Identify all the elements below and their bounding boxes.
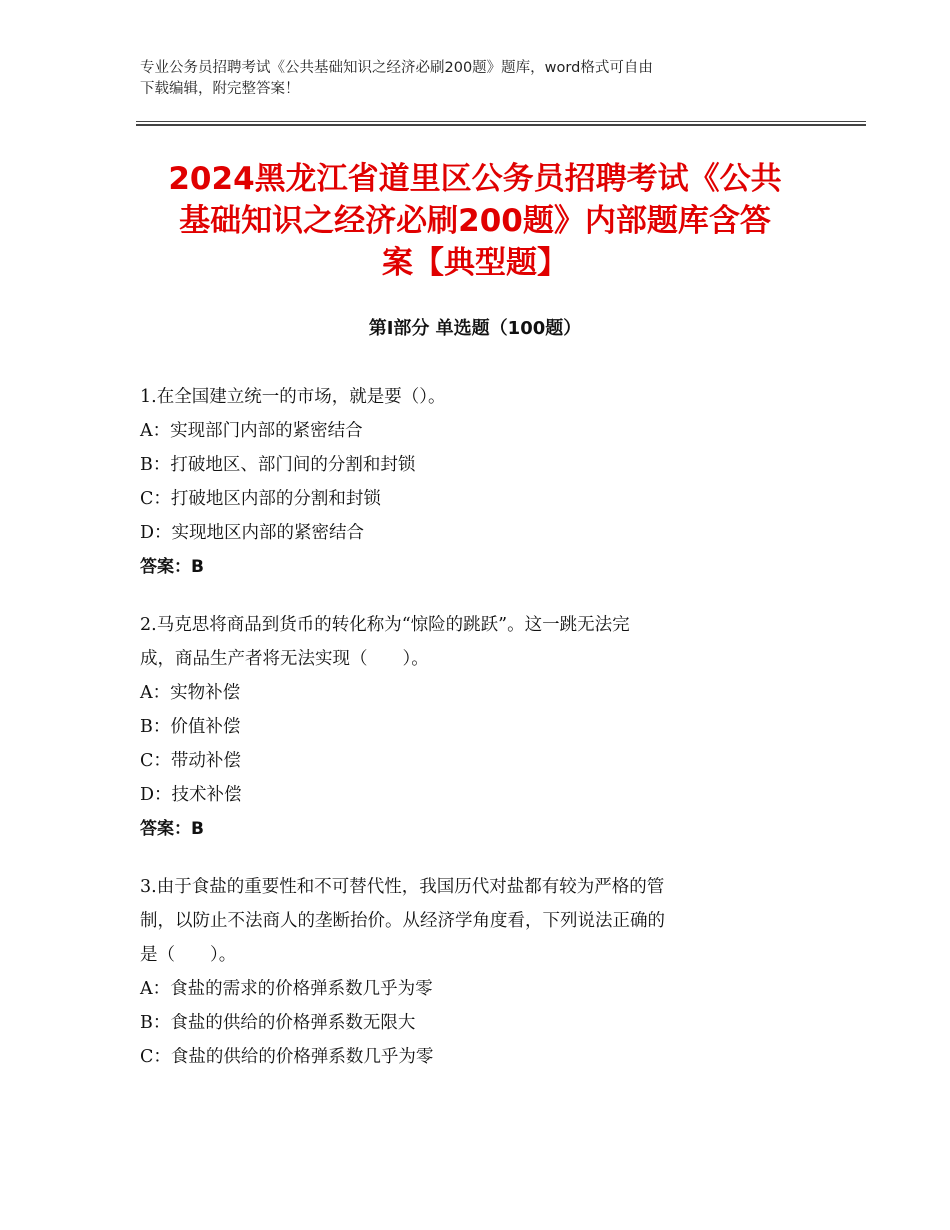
option-d: D：技术补偿 [140,785,242,805]
option-a: A：实物补偿 [140,683,241,703]
question-2 [140,608,810,846]
option-a: A：食盐的需求的价格弹系数几乎为零 [140,979,433,999]
question-text: 是（ ）。 [140,945,237,965]
answer: 答案：B [140,819,204,839]
option-d: D：实现地区内部的紧密结合 [140,523,365,543]
option-a: A：实现部门内部的紧密结合 [140,421,363,441]
option-b: B：价值补偿 [140,717,241,737]
option-b: B：打破地区、部门间的分割和封锁 [140,455,416,475]
header-note [140,58,810,100]
section-heading: 第Ⅰ部分 单选题（100题） [368,318,582,339]
question-text: 成，商品生产者将无法实现（ ）。 [140,649,429,669]
question-1 [140,380,810,584]
option-c: C：带动补偿 [140,751,241,771]
option-c: C：食盐的供给的价格弹系数几乎为零 [140,1047,434,1067]
title-line-1: 2024黑龙江省道里区公务员招聘考试《公共 [168,161,782,197]
question-3 [140,870,810,1074]
header-divider [136,121,866,126]
option-b: B：食盐的供给的价格弹系数无限大 [140,1013,416,1033]
question-text: 2.马克思将商品到货币的转化称为“惊险的跳跃”。这一跳无法完 [140,615,630,635]
header-note-line-2: 下载编辑，附完整答案！ [140,81,300,97]
document-title [120,158,830,284]
question-text: 1.在全国建立统一的市场，就是要（）。 [140,387,446,407]
answer: 答案：B [140,557,204,577]
option-c: C：打破地区内部的分割和封锁 [140,489,381,509]
title-line-3: 案【典型题】 [382,245,568,281]
title-line-2: 基础知识之经济必刷200题》内部题库含答 [179,203,771,239]
question-list [140,380,810,1098]
question-text: 制，以防止不法商人的垄断抬价。从经济学角度看，下列说法正确的 [140,911,665,931]
header-note-line-1: 专业公务员招聘考试《公共基础知识之经济必刷200题》题库，word格式可自由 [140,60,653,76]
question-text: 3.由于食盐的重要性和不可替代性，我国历代对盐都有较为严格的管 [140,877,665,897]
